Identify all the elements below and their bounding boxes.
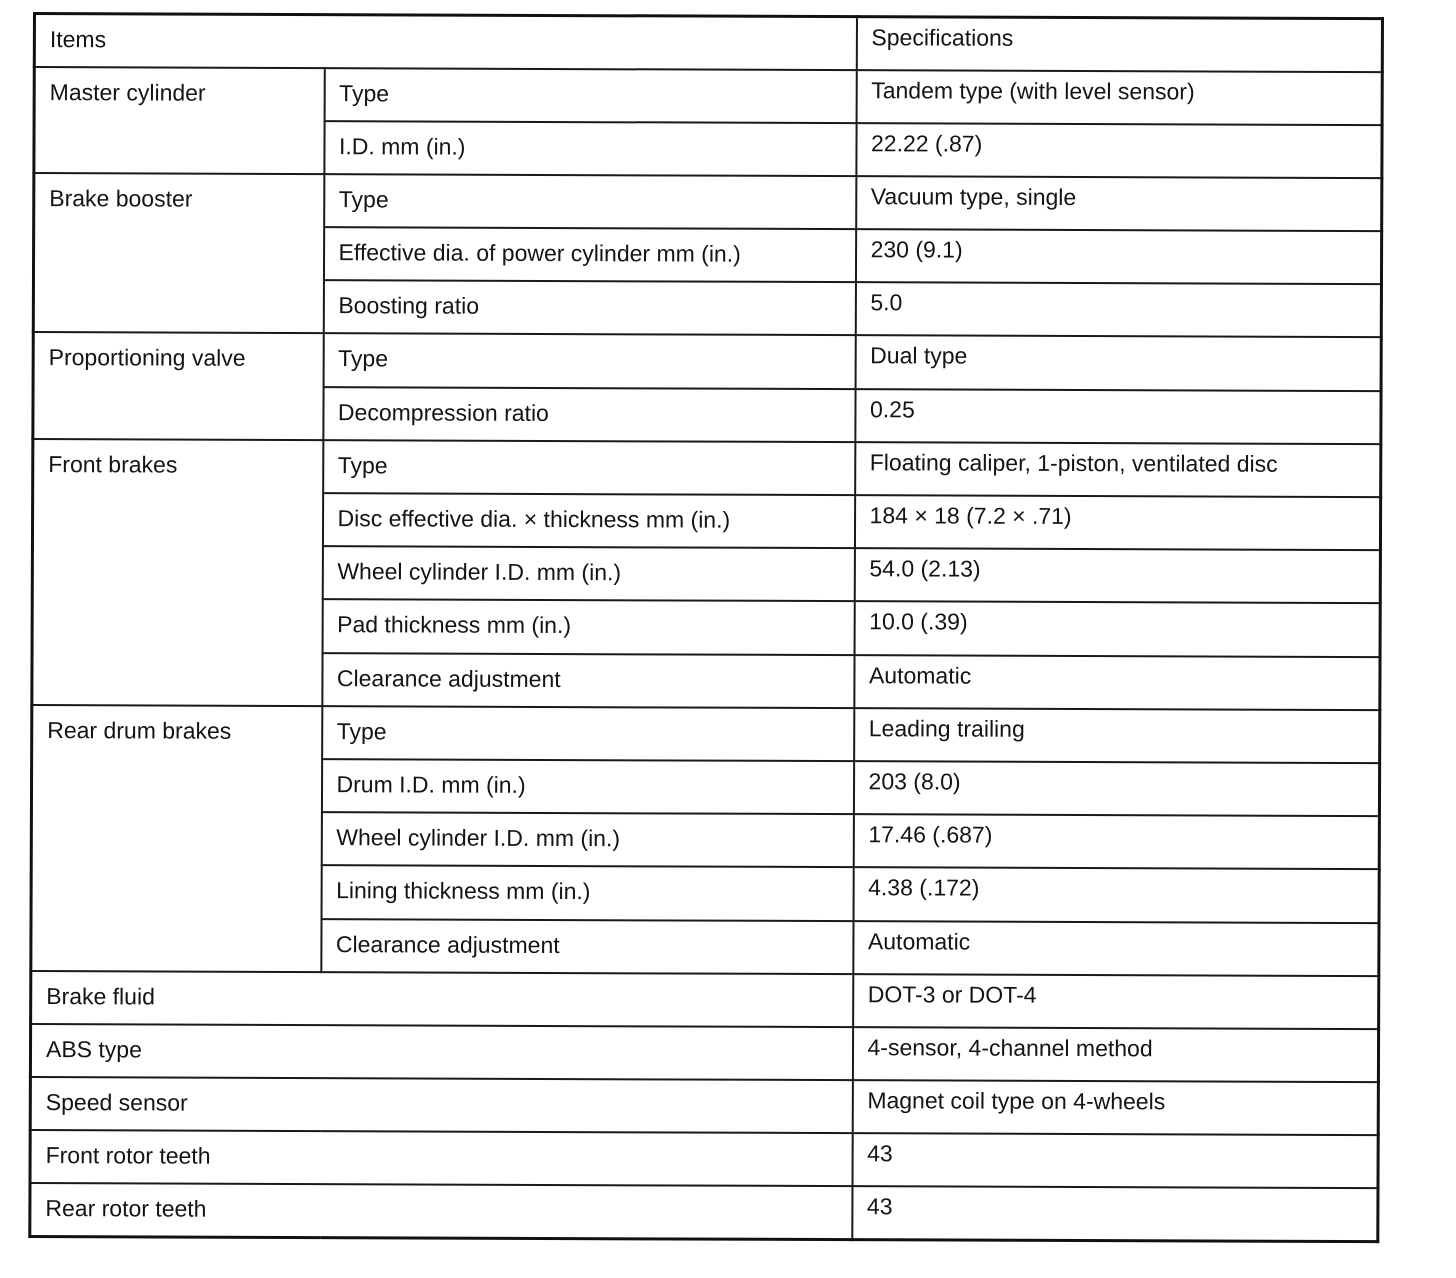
item-label: Type: [324, 68, 856, 123]
spec-value: 5.0: [855, 282, 1381, 337]
spec-value: 4.38 (.172): [853, 867, 1379, 922]
item-label: Type: [324, 174, 856, 229]
spec-value: Leading trailing: [854, 708, 1380, 763]
spec-value: 203 (8.0): [853, 761, 1379, 816]
spec-value: Magnet coil type on 4-wheels: [852, 1080, 1378, 1135]
spec-value: 54.0 (2.13): [854, 548, 1380, 603]
spec-value: 22.22 (.87): [856, 123, 1382, 178]
spec-value: Dual type: [855, 336, 1381, 391]
header-specifications: Specifications: [856, 17, 1382, 72]
item-label: Disc effective dia. × thickness mm (in.): [322, 493, 854, 548]
item-label: Effective dia. of power cylinder mm (in.): [323, 227, 855, 282]
spec-value: 10.0 (.39): [854, 602, 1380, 657]
table-row: [32, 705, 1380, 763]
item-label: Wheel cylinder I.D. mm (in.): [322, 546, 854, 601]
item-label: Decompression ratio: [323, 387, 855, 442]
group-label: Master cylinder: [34, 67, 324, 174]
spec-value: 0.25: [855, 389, 1381, 444]
group-label: Rear drum brakes: [31, 705, 322, 972]
item-label: Wheel cylinder I.D. mm (in.): [321, 812, 853, 867]
item-label: Type: [323, 334, 855, 389]
spec-sheet: [28, 12, 1381, 1243]
spec-value: 230 (9.1): [855, 229, 1381, 284]
spec-value: Floating caliper, 1-piston, ventilated disc: [855, 442, 1381, 497]
item-label: Speed sensor: [30, 1077, 852, 1133]
table-row: [30, 1183, 1378, 1241]
item-label: Clearance adjustment: [321, 919, 853, 974]
table-row: [30, 1077, 1378, 1135]
item-label: Brake fluid: [31, 971, 853, 1027]
spec-value: 43: [852, 1133, 1378, 1188]
table-row: [30, 1024, 1378, 1082]
item-label: Lining thickness mm (in.): [321, 865, 853, 920]
spec-value: DOT-3 or DOT-4: [853, 974, 1379, 1029]
spec-value: 17.46 (.687): [853, 814, 1379, 869]
item-label: ABS type: [30, 1024, 852, 1080]
table-row: [34, 173, 1382, 231]
table-row: [31, 971, 1379, 1029]
spec-value: 184 × 18 (7.2 × .71): [854, 495, 1380, 550]
spec-value: 4-sensor, 4-channel method: [852, 1027, 1378, 1082]
item-label: Boosting ratio: [323, 280, 855, 335]
table-row: [30, 1130, 1378, 1188]
item-label: I.D. mm (in.): [324, 121, 856, 176]
item-label: Type: [323, 440, 855, 495]
item-label: Clearance adjustment: [322, 653, 854, 708]
spec-value: Tandem type (with level sensor): [856, 70, 1382, 125]
table-row: [33, 439, 1381, 497]
table-row: [33, 332, 1381, 390]
item-label: Front rotor teeth: [30, 1130, 852, 1186]
spec-value: Automatic: [854, 655, 1380, 710]
table-body: [30, 14, 1383, 1242]
item-label: Rear rotor teeth: [30, 1183, 852, 1239]
spec-value: Automatic: [853, 921, 1379, 976]
group-label: Front brakes: [32, 439, 323, 706]
group-label: Proportioning valve: [33, 332, 323, 439]
table-header-row: [34, 14, 1382, 72]
item-label: Type: [322, 706, 854, 761]
spec-value: 43: [852, 1187, 1378, 1242]
item-label: Drum I.D. mm (in.): [321, 759, 853, 814]
brake-specifications-table: [28, 12, 1384, 1243]
header-items: Items: [34, 14, 856, 70]
spec-value: Vacuum type, single: [856, 176, 1382, 231]
table-row: [34, 67, 1382, 125]
group-label: Brake booster: [33, 173, 324, 334]
item-label: Pad thickness mm (in.): [322, 599, 854, 654]
